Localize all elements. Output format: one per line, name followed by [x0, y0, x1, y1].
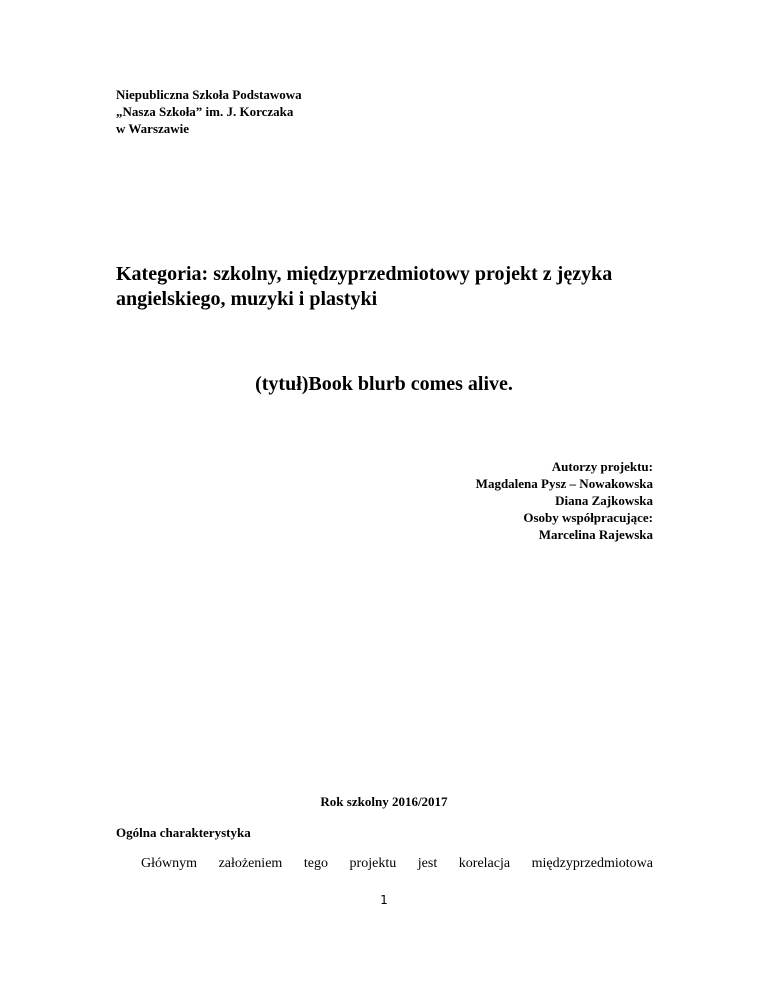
author-name: Magdalena Pysz – Nowakowska	[475, 476, 653, 491]
body-word: projektu	[349, 856, 397, 871]
body-word: tego	[303, 856, 328, 871]
school-name-line: Niepubliczna Szkoła Podstawowa	[116, 87, 302, 102]
body-text-line	[141, 855, 653, 872]
project-title: (tytuł)Book blurb comes alive.	[255, 373, 513, 395]
author-name: Diana Zajkowska	[555, 493, 653, 508]
category-line: angielskiego, muzyki i plastyki	[116, 288, 378, 310]
collaborator-name: Marcelina Rajewska	[538, 527, 653, 542]
body-word: korelacja	[458, 856, 511, 871]
authors-block	[476, 458, 653, 543]
school-name-block	[116, 86, 302, 137]
school-year: Rok szkolny 2016/2017	[320, 794, 448, 809]
body-word: jest	[417, 856, 438, 871]
collaborators-label: Osoby współpracujące:	[523, 510, 653, 525]
school-name-line: „Nasza Szkoła” im. J. Korczaka	[116, 104, 294, 119]
body-word: założeniem	[218, 856, 283, 871]
school-location-line: w Warszawie	[116, 121, 190, 136]
page-number: 1	[380, 893, 388, 907]
body-word: międzyprzedmiotowa	[531, 856, 653, 871]
section-heading: Ogólna charakterystyka	[116, 825, 251, 840]
category-heading	[116, 262, 676, 312]
body-word: Głównym	[141, 856, 197, 871]
category-line: Kategoria: szkolny, międzyprzedmiotowy projekt z języka	[116, 263, 613, 285]
authors-label: Autorzy projektu:	[551, 459, 653, 474]
